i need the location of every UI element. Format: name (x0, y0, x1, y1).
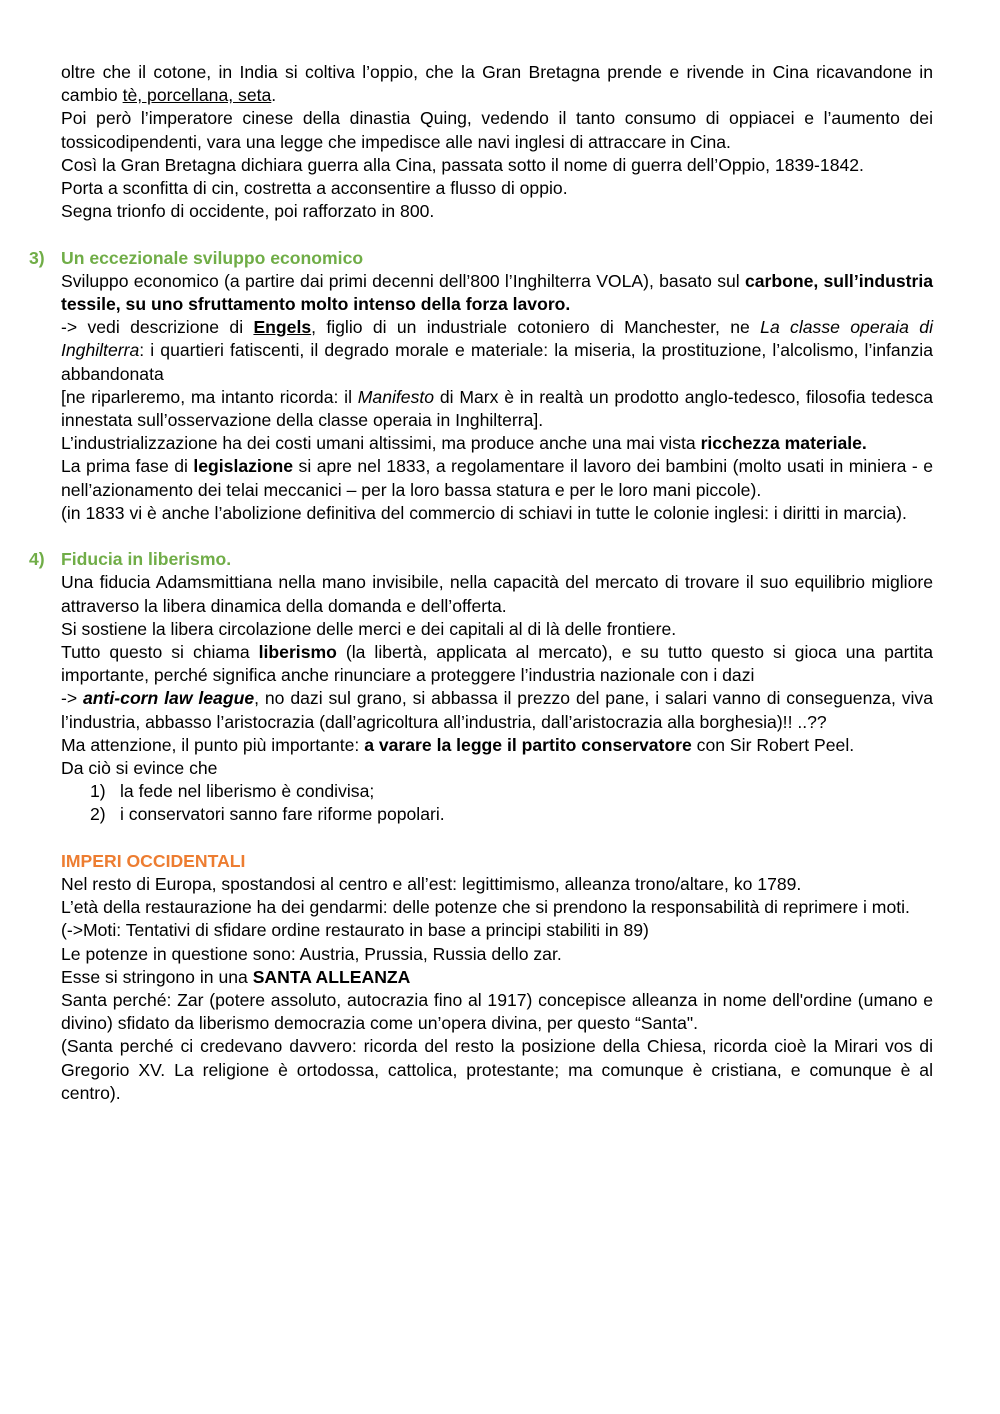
section-number: 4) (29, 549, 45, 570)
imperi-heading: IMPERI OCCIDENTALI (61, 850, 246, 871)
paragraph: [ne riparleremo, ma intanto ricorda: il Manifesto di Marx è in realtà un prodotto anglo-tedesco, filosofia tedesca innestata sull’osservazione della classe operaia in Inghilterra]. (61, 386, 933, 431)
section-4-heading (29, 548, 933, 571)
spacer (61, 827, 933, 850)
paragraph: Santa perché: Zar (potere assoluto, autocrazia fino al 1917) concepisce alleanza in nome dell'ordine (umano e divino) sfidato da liberismo democrazia come un’opera divina, per questo “Santa". (61, 990, 933, 1034)
paragraph: Sviluppo economico (a partire dai primi decenni dell’800 l’Inghilterra VOLA), basato sul carbone, sull’industria tessile, su uno sfruttamento molto intenso della forza lavoro. (61, 270, 933, 315)
document-body (29, 61, 933, 1105)
engels-name: Engels (253, 317, 312, 338)
paragraph: L’industrializzazione ha dei costi umani altissimi, ma produce anche una mai vista ricchezza materiale. (61, 433, 867, 454)
section-3-heading (29, 247, 933, 270)
paragraph: Segna trionfo di occidente, poi rafforzato in 800. (61, 201, 435, 222)
list-number: 2) (90, 804, 106, 825)
paragraph: Ma attenzione, il punto più importante: a varare la legge il partito conservatore con Sir Robert Peel. (61, 734, 855, 755)
paragraph: Si sostiene la libera circolazione delle merci e dei capitali al di là delle frontiere. (61, 618, 677, 639)
paragraph: Esse si stringono in una SANTA ALLEANZA (61, 966, 411, 987)
paragraph: Da ciò si evince che (61, 758, 218, 779)
section-number: 3) (29, 247, 45, 268)
list-item-text: i conservatori sanno fare riforme popolari. (120, 804, 445, 825)
paragraph: oltre che il cotone, in India si coltiva l’oppio, che la Gran Bretagna prende e rivende in Cina ricavandone in cambio tè, porcellana, seta. (61, 62, 933, 106)
paragraph: Poi però l’imperatore cinese della dinastia Quing, vedendo il tanto consumo di oppiacei e l’aumento dei tossicodipendenti, vara una legge che impedisce alle navi inglesi di attraccare in Cina. (61, 108, 933, 152)
paragraph: Nel resto di Europa, spostandosi al centro e all’est: legittimismo, alleanza trono/altare, ko 1789. (61, 874, 802, 895)
paragraph: Porta a sconfitta di cin, costretta a acconsentire a flusso di oppio. (61, 178, 568, 199)
paragraph: Tutto questo si chiama liberismo (la libertà, applicata al mercato), e su tutto questo si gioca una partita importante, perché significa anche rinunciare a proteggere l’industria nazionale con i dazi (61, 642, 933, 686)
paragraph: Una fiducia Adamsmittiana nella mano invisibile, nella capacità del mercato di trovare il suo equilibrio migliore attraverso la libera dinamica della domanda e dell’offerta. (61, 572, 933, 616)
spacer (61, 525, 933, 548)
section-title: Fiducia in liberismo. (61, 549, 232, 570)
section-title: Un eccezionale sviluppo economico (61, 247, 364, 268)
list-item (61, 780, 933, 803)
paragraph: (->Moti: Tentativi di sfidare ordine restaurato in base a principi stabiliti in 89) (61, 920, 649, 941)
paragraph: (in 1833 vi è anche l’abolizione definitiva del commercio di schiavi in tutte le colonie inglesi: i diritti in marcia). (61, 502, 907, 523)
paragraph: (Santa perché ci credevano davvero: ricorda del resto la posizione della Chiesa, ricorda cioè la Mirari vos di Gregorio XV. La religione è ortodossa, cattolica, protestante; ma comunque è cristiana, e comunque è al centro). (61, 1036, 933, 1103)
paragraph: Così la Gran Bretagna dichiara guerra alla Cina, passata sotto il nome di guerra dell’Oppio, 1839-1842. (61, 154, 864, 175)
paragraph: Le potenze in questione sono: Austria, Prussia, Russia dello zar. (61, 943, 562, 964)
list-number: 1) (90, 781, 106, 802)
list-item (61, 803, 933, 826)
paragraph: -> vedi descrizione di Engels, figlio di un industriale cotoniero di Manchester, ne La classe operaia di Inghilterra: i quartieri fatiscenti, il degrado morale e materiale: la miseria, la prostituzione, l’alcolismo, l’infanzia abbandonata (61, 317, 933, 384)
paragraph: La prima fase di legislazione si apre nel 1833, a regolamentare il lavoro dei bambini (molto usati in miniera - e nell’azionamento dei telai meccanici – per la loro bassa statura e per le loro mani piccole). (61, 456, 933, 500)
paragraph: -> anti-corn law league, no dazi sul grano, si abbassa il prezzo del pane, i salari vanno di conseguenza, viva l’industria, abbasso l’aristocrazia (dall’agricoltura all’industria, dall’aristocrazia alla borghesia)!! ..?? (61, 688, 933, 732)
paragraph: L’età della restaurazione ha dei gendarmi: delle potenze che si prendono la responsabilità di reprimere i moti. (61, 897, 910, 918)
underlined-text: tè, porcellana, seta (122, 85, 272, 106)
list-item-text: la fede nel liberismo è condivisa; (120, 781, 375, 802)
spacer (61, 223, 933, 246)
